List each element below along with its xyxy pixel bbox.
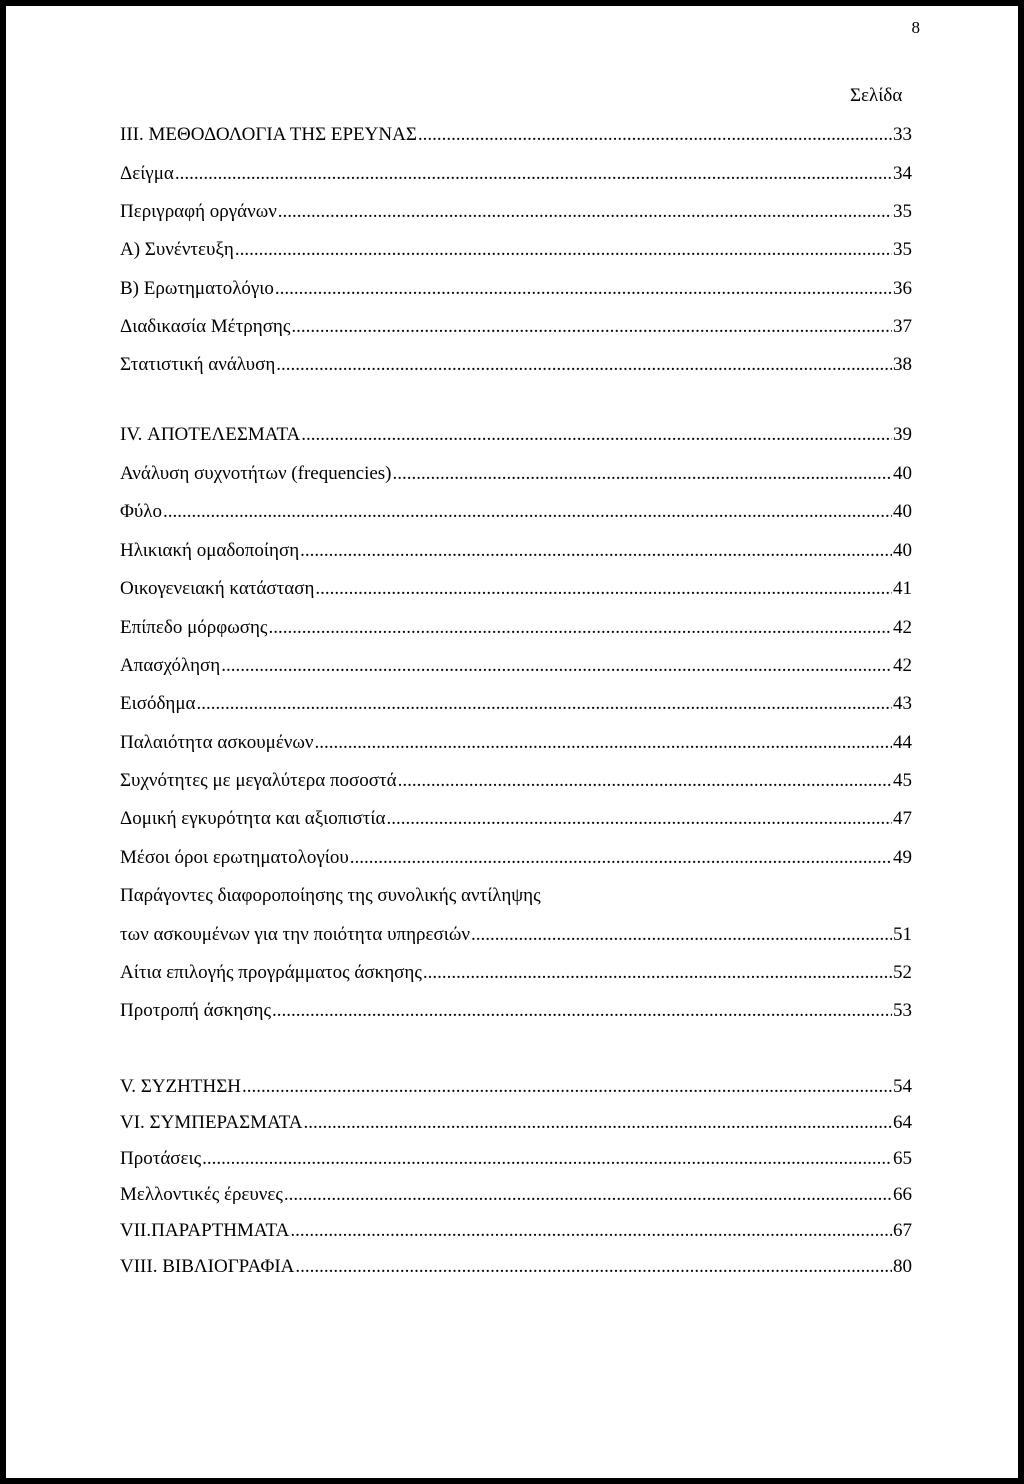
dot-leader (175, 163, 892, 185)
toc-entry-results[interactable] (120, 424, 912, 446)
toc-entry-page: 40 (893, 540, 912, 561)
toc-entry-title: Παράγοντες διαφοροποίησης της συνολικής αντίληψης (120, 885, 541, 906)
toc-entry-page: 52 (893, 962, 912, 983)
toc-entry-title: VIII. ΒΙΒΛΙΟΓΡΑΦΙΑ (120, 1256, 295, 1277)
toc-entry-seniority[interactable] (120, 732, 912, 754)
toc-entry-income[interactable] (120, 693, 912, 715)
dot-leader (163, 501, 892, 523)
dot-leader (235, 239, 892, 261)
dot-leader (393, 463, 892, 485)
toc-entry-discussion[interactable] (120, 1076, 912, 1098)
toc-entry-proposals[interactable] (120, 1148, 912, 1170)
toc-entry-questionnaire[interactable] (120, 278, 912, 300)
toc-entry-title: Διαδικασία Μέτρησης (120, 316, 291, 337)
toc-entry-page: 38 (893, 354, 912, 375)
dot-leader (471, 924, 892, 946)
toc-entry-frequencies[interactable] (120, 463, 912, 485)
toc-entry-title: Προτροπή άσκησης (120, 1000, 272, 1021)
toc-entry-title: Ηλικιακή ομαδοποίηση (120, 540, 300, 561)
toc-entry-title: των ασκουμένων για την ποιότητα υπηρεσιών (120, 924, 470, 945)
toc-entry-measurement[interactable] (120, 316, 912, 338)
toc-entry-gender[interactable] (120, 501, 912, 523)
toc-entry-marital-status[interactable] (120, 578, 912, 600)
toc-entry-title: Α) Συνέντευξη (120, 239, 234, 260)
dot-leader (291, 316, 892, 338)
dot-leader (275, 278, 892, 300)
toc-entry-title: VI. ΣΥΜΠΕΡΑΣΜΑΤΑ (120, 1112, 303, 1133)
toc-entry-page: 35 (893, 239, 912, 260)
toc-entry-page: 66 (893, 1184, 912, 1205)
toc-entry-title: Φύλο (120, 501, 163, 522)
page-number: 8 (911, 18, 920, 37)
dot-leader (386, 808, 892, 830)
toc-entry-page: 40 (893, 463, 912, 484)
dot-leader (202, 1148, 892, 1170)
dot-leader (284, 1184, 892, 1206)
toc-entry-interview[interactable] (120, 239, 912, 261)
dot-leader (221, 655, 892, 677)
toc-entry-page: 45 (893, 770, 912, 791)
toc-entry-page: 64 (893, 1112, 912, 1133)
toc-entry-top-frequencies[interactable] (120, 770, 912, 792)
toc-entry-instruments[interactable] (120, 201, 912, 223)
dot-leader (272, 1000, 892, 1022)
dot-leader (268, 617, 892, 639)
toc-entry-education[interactable] (120, 617, 912, 639)
dot-leader (290, 1220, 892, 1242)
toc-entry-title: Οικογενειακή κατάσταση (120, 578, 315, 599)
dot-leader (276, 354, 892, 376)
dot-leader (350, 847, 892, 869)
toc-entry-title: III. ΜΕΘΟΔΟΛΟΓΙΑ ΤΗΣ ΕΡΕΥΝΑΣ (120, 124, 417, 145)
toc-entry-page: 36 (893, 278, 912, 299)
dot-leader (398, 770, 892, 792)
toc-entry-page: 67 (893, 1220, 912, 1241)
toc-entry-page: 43 (893, 693, 912, 714)
toc-entry-exercise-prompt[interactable] (120, 1000, 912, 1022)
toc-entry-page: 35 (893, 201, 912, 222)
toc-entry-bibliography[interactable] (120, 1256, 912, 1278)
toc-entry-employment[interactable] (120, 655, 912, 677)
toc-entry-title: V. ΣΥΖΗΤΗΣΗ (120, 1076, 241, 1097)
toc-entry-program-choice[interactable] (120, 962, 912, 984)
dot-leader (423, 962, 892, 984)
toc-entry-title: Εισόδημα (120, 693, 196, 714)
toc-entry-title: Β) Ερωτηματολόγιο (120, 278, 274, 299)
dot-leader (278, 201, 892, 223)
toc-entry-page: 37 (893, 316, 912, 337)
toc-entry-page: 34 (893, 163, 912, 184)
toc-entry-sample[interactable] (120, 163, 912, 185)
toc-entry-page: 33 (893, 124, 912, 145)
toc-entry-future-research[interactable] (120, 1184, 912, 1206)
toc-entry-page: 44 (893, 732, 912, 753)
toc-entry-title: Προτάσεις (120, 1148, 202, 1169)
toc-entry-title: Περιγραφή οργάνων (120, 201, 277, 222)
toc-entry-page: 42 (893, 655, 912, 676)
dot-leader (300, 540, 892, 562)
toc-entry-page: 42 (893, 617, 912, 638)
toc-entry-page: 80 (893, 1256, 912, 1277)
dot-leader (304, 1112, 892, 1134)
toc-entry-title: Μελλοντικές έρευνες (120, 1184, 283, 1205)
dot-leader (301, 424, 892, 446)
toc-entry-title: Στατιστική ανάλυση (120, 354, 276, 375)
dot-leader (197, 693, 893, 715)
toc-entry-title: Συχνότητες με μεγαλύτερα ποσοστά (120, 770, 397, 791)
toc-entry-title: Επίπεδο μόρφωσης (120, 617, 268, 638)
toc-entry-title: Μέσοι όροι ερωτηματολογίου (120, 847, 349, 868)
toc-entry-title: Δομική εγκυρότητα και αξιοπιστία (120, 808, 386, 829)
toc-entry-means[interactable] (120, 847, 912, 869)
dot-leader (314, 732, 892, 754)
toc-entry-page: 51 (893, 924, 912, 945)
toc-entry-page: 41 (893, 578, 912, 599)
page-column-label: Σελίδα (850, 85, 903, 106)
toc-entry-title: Ανάλυση συχνοτήτων (frequencies) (120, 463, 392, 484)
toc-entry-page: 54 (893, 1076, 912, 1097)
toc-entry-page: 49 (893, 847, 912, 868)
toc-entry-statistics[interactable] (120, 354, 912, 376)
toc-entry-validity[interactable] (120, 808, 912, 830)
toc-entry-title: IV. ΑΠΟΤΕΛΕΣΜΑΤΑ (120, 424, 301, 445)
toc-entry-appendices[interactable] (120, 1220, 912, 1242)
toc-entry-title: Απασχόληση (120, 655, 221, 676)
dot-leader (295, 1256, 892, 1278)
toc-entry-page: 47 (893, 808, 912, 829)
toc-entry-conclusions[interactable] (120, 1112, 912, 1134)
toc-entry-methodology[interactable] (120, 124, 912, 146)
toc-entry-age-groups[interactable] (120, 540, 912, 562)
toc-entry-title: Αίτια επιλογής προγράμματος άσκησης (120, 962, 422, 983)
toc-entry-factors-line2[interactable] (120, 924, 912, 946)
toc-entry-title: Παλαιότητα ασκουμένων (120, 732, 314, 753)
toc-entry-factors-line1[interactable] (120, 885, 912, 907)
dot-leader (242, 1076, 892, 1098)
toc-entry-page: 53 (893, 1000, 912, 1021)
toc-entry-page: 65 (893, 1148, 912, 1169)
toc-entry-title: Δείγμα (120, 163, 174, 184)
toc-entry-page: 39 (893, 424, 912, 445)
toc-entry-title: VII.ΠΑΡΑΡΤΗΜΑΤΑ (120, 1220, 290, 1241)
dot-leader (315, 578, 892, 600)
dot-leader (418, 124, 892, 146)
toc-entry-page: 40 (893, 501, 912, 522)
